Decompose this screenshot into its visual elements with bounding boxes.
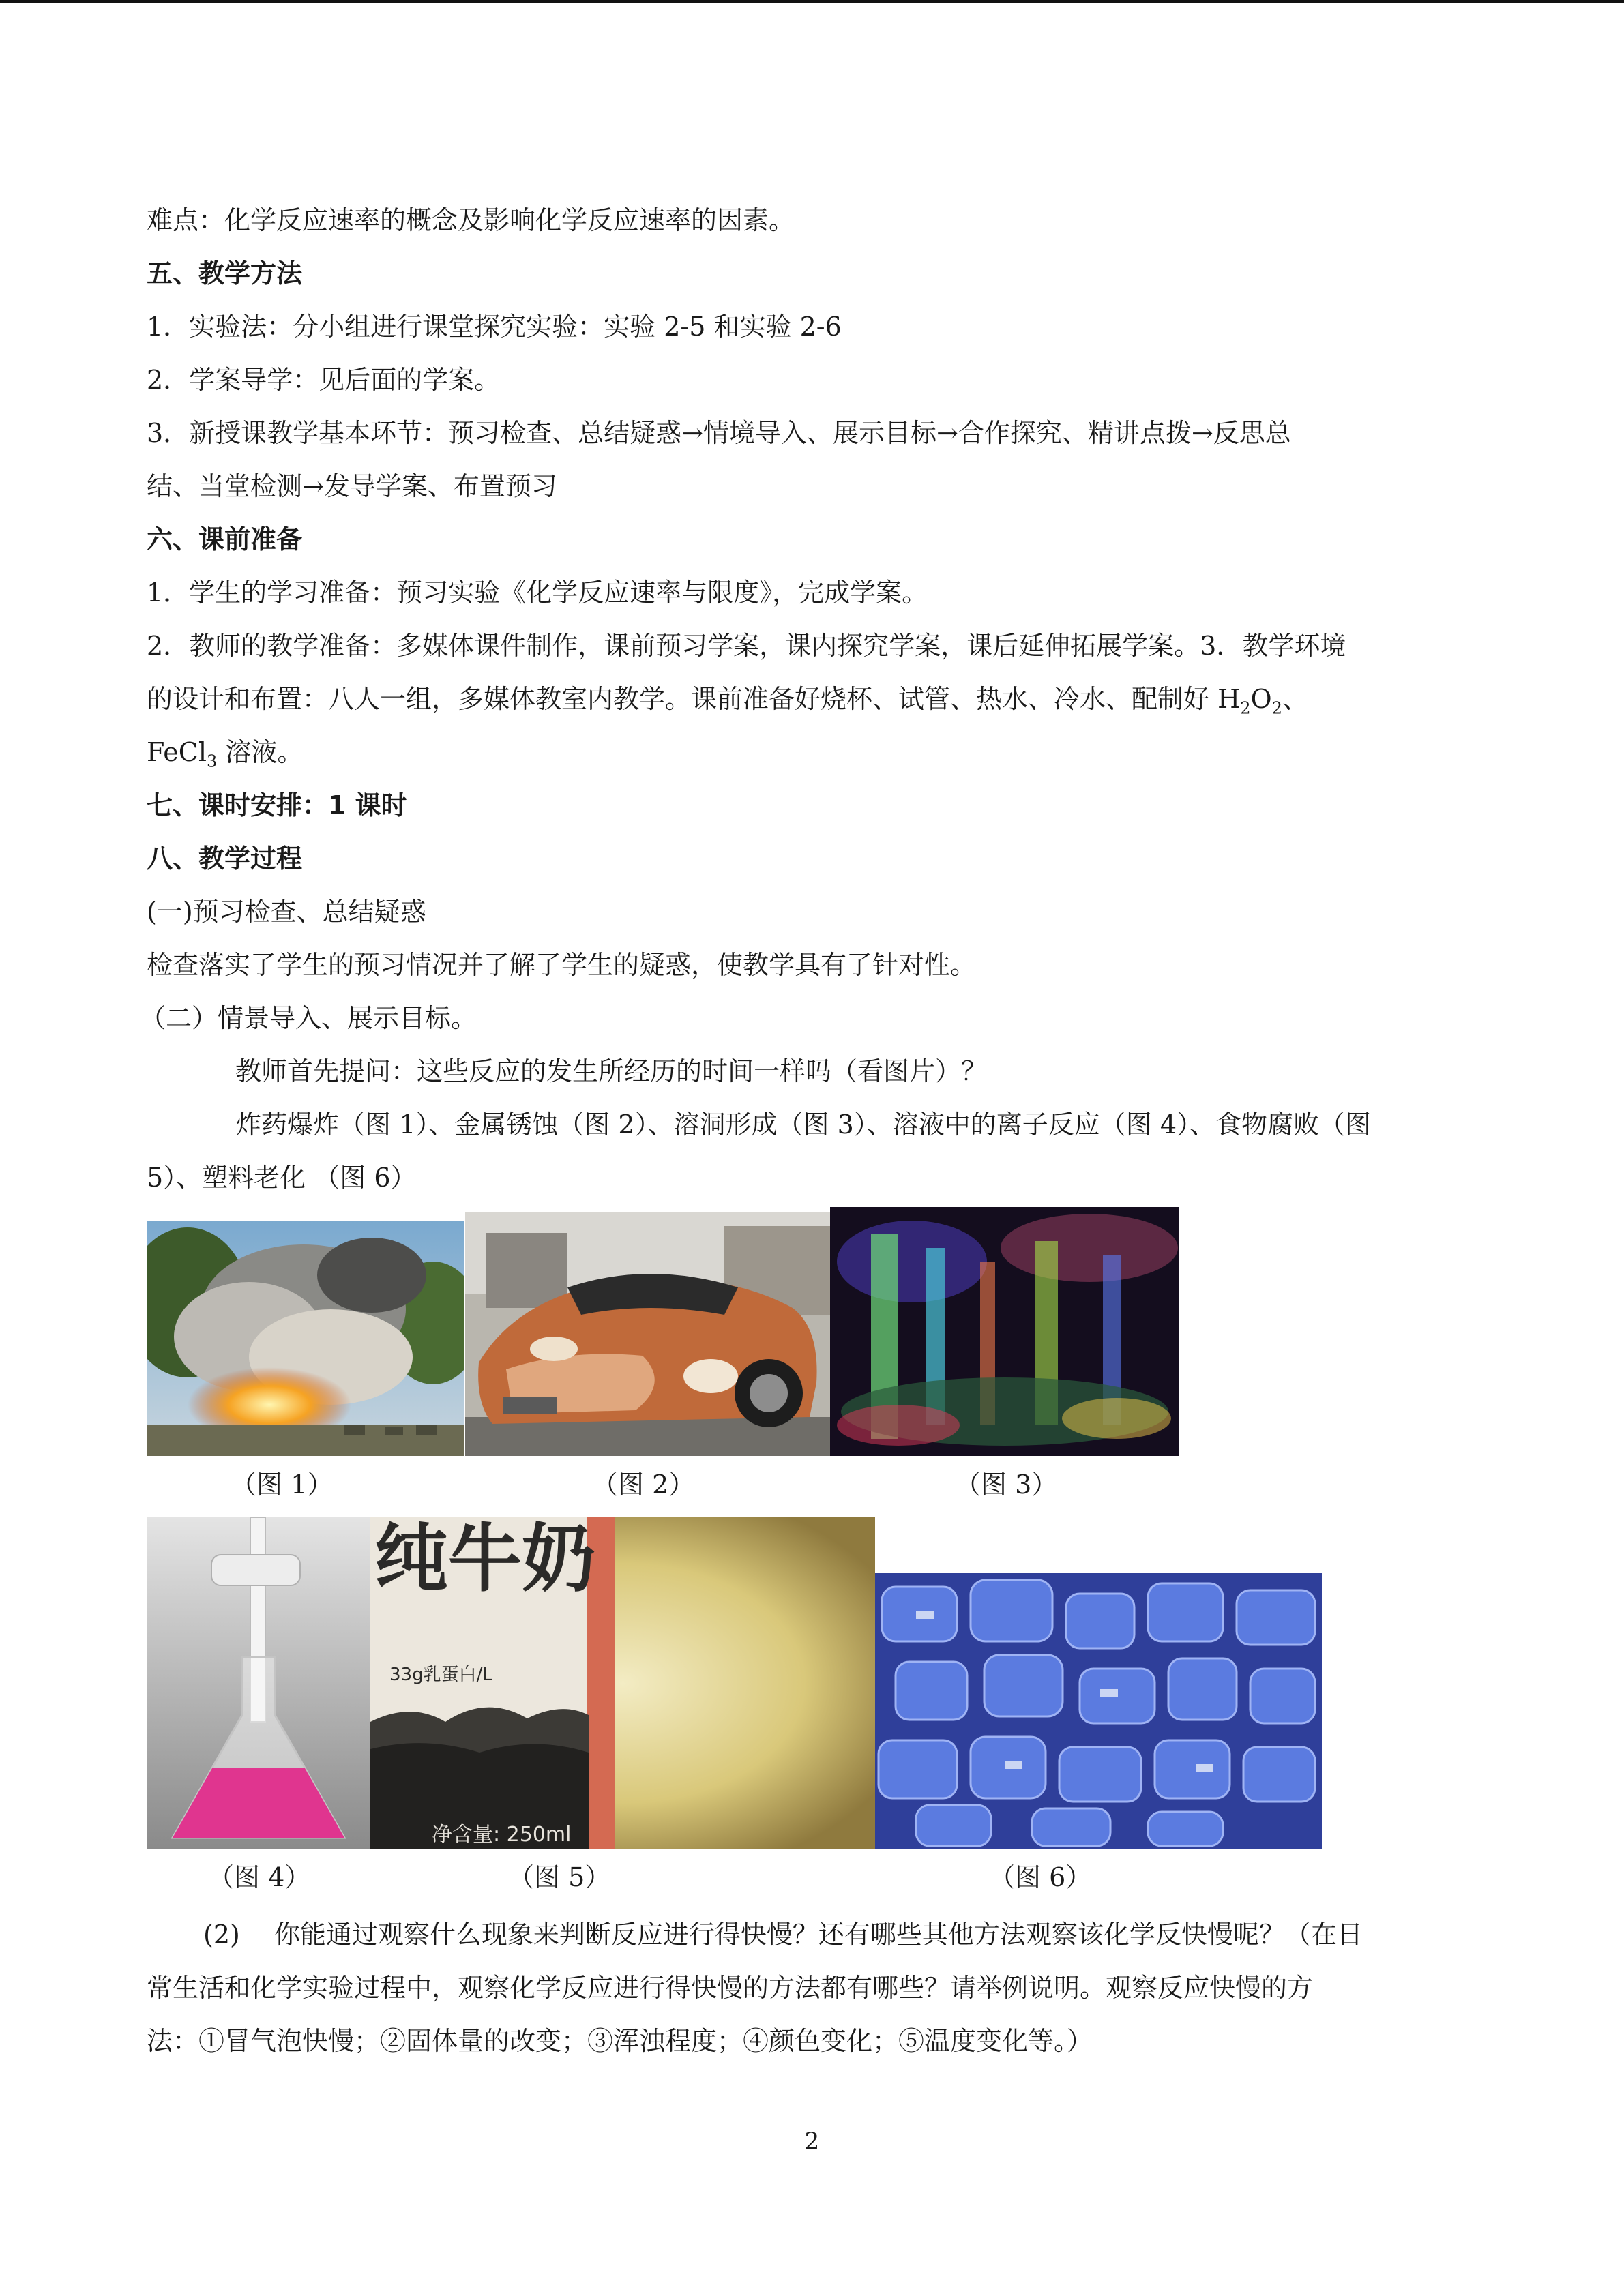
prep-item-2: 2．教师的教学准备：多媒体课件制作，课前预习学案，课内探究学案，课后延伸拓展学案。3．教学环境: [147, 631, 1346, 661]
figure-3-cave-photo: [830, 1207, 1179, 1456]
page-number: 2: [804, 2128, 820, 2155]
figure-1-caption: （图 1）: [231, 1470, 334, 1500]
figure-2-rusted-car-photo: [465, 1212, 830, 1456]
method-item-1: 1．实验法：分小组进行课堂探究实验：实验 2-5 和实验 2-6: [147, 312, 842, 342]
question-2-end: 法：①冒气泡快慢；②固体量的改变；③浑浊程度；④颜色变化；⑤温度变化等。）: [147, 2026, 1093, 2056]
question-2: (2) 你能通过观察什么现象来判断反应进行得快慢？还有哪些其他方法观察该化学反快慢呢？（在日: [203, 1920, 1363, 1950]
section-heading-process: 八、教学过程: [147, 844, 303, 874]
page-top-border: [0, 0, 1624, 3]
reaction-examples-cont: 5）、塑料老化 （图 6）: [147, 1163, 417, 1193]
figure-3-caption: （图 3）: [955, 1470, 1058, 1500]
reaction-examples: 炸药爆炸（图 1）、金属锈蚀（图 2）、溶洞形成（图 3）、溶液中的离子反应（图 4）、食物腐败（图: [235, 1109, 1372, 1139]
figure-6-plastic-bottles-photo: [875, 1573, 1322, 1849]
method-item-3-cont: 结、当堂检测→发导学案、布置预习: [147, 471, 557, 501]
method-item-3: 3．新授课教学基本环节：预习检查、总结疑惑→情境导入、展示目标→合作探究、精讲点拨→反思总: [147, 418, 1291, 448]
milk-carton-brand: 纯牛奶: [374, 1517, 596, 1602]
figure-2-caption: （图 2）: [592, 1470, 695, 1500]
difficulty-line: 难点：化学反应速率的概念及影响化学反应速率的因素。: [147, 205, 795, 235]
process-step-1: (一)预习检查、总结疑惑: [147, 897, 426, 927]
figure-6-caption: （图 6）: [989, 1862, 1092, 1892]
section-heading-methods: 五、教学方法: [147, 258, 303, 288]
section-heading-schedule: 七、课时安排：1 课时: [147, 790, 407, 820]
figure-4-caption: （图 4）: [208, 1862, 311, 1892]
section-heading-preparation: 六、课前准备: [147, 524, 303, 554]
process-step-2: （二）情景导入、展示目标。: [140, 1003, 477, 1033]
figure-5-spoiled-milk-photo: [370, 1517, 875, 1849]
figure-1-explosion-photo: [147, 1221, 464, 1456]
process-step-1-text: 检查落实了学生的预习情况并了解了学生的疑惑，使教学具有了针对性。: [147, 950, 977, 980]
milk-carton-protein: 33g乳蛋白/L: [389, 1665, 492, 1685]
prep-item-1: 1．学生的学习准备：预习实验《化学反应速率与限度》，完成学案。: [147, 578, 928, 608]
prep-item-2-end: FeCl$_3$ 溶液。: [147, 737, 304, 771]
figure-5-caption: （图 5）: [508, 1862, 611, 1892]
figure-4-titration-flask-photo: [147, 1517, 370, 1849]
milk-carton-volume: 净含量: 250ml: [432, 1823, 572, 1847]
teacher-question: 教师首先提问：这些反应的发生所经历的时间一样吗（看图片）？: [235, 1056, 988, 1086]
method-item-2: 2．学案导学：见后面的学案。: [147, 365, 501, 395]
prep-item-2-cont: 的设计和布置：八人一组，多媒体教室内教学。课前准备好烧杯、试管、热水、冷水、配制好 $H_2O_2$、: [147, 684, 1308, 718]
question-2-cont: 常生活和化学实验过程中，观察化学反应进行得快慢的方法都有哪些？请举例说明。观察反应快慢的方: [147, 1973, 1314, 2003]
